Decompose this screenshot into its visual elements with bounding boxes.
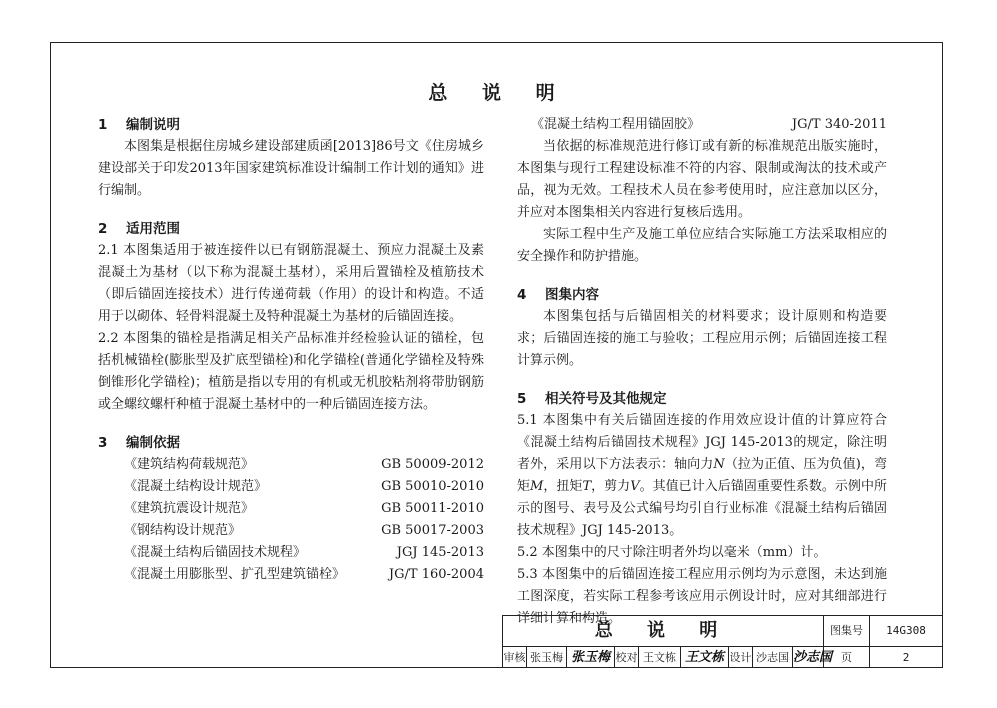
section-5-3-paragraph: 5.3 本图集中的后锚固连接工程应用示例均为示意图，未达到施工图深度，若实际工程参考该应用示例设计时，应对其细部进行详细计算和构造。 (517, 567, 887, 626)
text-run: 5.1 本图集中有关后锚固连接的作用效应设计值的计算应符合《混凝土结构后锚固技术规程》JGJ 145-2013的规定，除注明者外，采用以下方法表示：轴向力 (517, 413, 887, 472)
reference-name: 《建筑结构荷载规范》 (124, 457, 255, 472)
reference-item (517, 114, 887, 136)
reference-item (98, 498, 484, 520)
symbol-shear: V (630, 479, 640, 494)
text-run: 。其值已计入后锚固重要性系数。示例中所示的图号、表号及公式编号均引自行业标准《混凝土结构后锚固技术规程》JGJ 145-2013。 (517, 479, 887, 538)
section-1-heading (98, 114, 484, 136)
text-run: ，剪力 (591, 479, 631, 494)
reference-code: JG/T 160-2004 (388, 567, 484, 582)
check-label: 校对 (615, 647, 639, 668)
title-block-title: 总 说 明 (503, 616, 824, 646)
reference-item (98, 520, 484, 542)
section-3-heading (98, 432, 484, 454)
left-column (98, 114, 484, 586)
reference-item (98, 542, 484, 564)
section-number: 2 (98, 221, 108, 237)
section-2-1-paragraph: 2.1 本图集适用于被连接件以已有钢筋混凝土、预应力混凝土及素混凝土为基材（以下称为混凝土基材），采用后置锚栓及植筋技术（即后锚固连接技术）进行传递荷载（作用）的设计和构造。不适用于以砌体、轻骨料混凝土及特种混凝土为基材的后锚固连接。 (98, 243, 484, 324)
section-5-heading (517, 388, 887, 410)
atlas-number: 14G308 (886, 624, 926, 637)
section-title: 图集内容 (545, 287, 599, 303)
design-label: 设计 (729, 647, 753, 668)
title-block (502, 615, 943, 668)
reference-code: GB 50009-2012 (381, 457, 484, 472)
reference-name: 《建筑抗震设计规范》 (124, 501, 255, 516)
title-block-row (503, 616, 942, 647)
reviewer-name: 张玉梅 (527, 647, 567, 668)
reference-list (98, 454, 484, 586)
text-run: ，扭矩 (543, 479, 583, 494)
section-5-1-paragraph (517, 410, 887, 542)
section-5-2-paragraph: 5.2 本图集中的尺寸除注明者外均以毫米（mm）计。 (517, 545, 827, 560)
section-title: 编制依据 (126, 435, 180, 451)
section-title: 编制说明 (126, 117, 180, 133)
reference-name: 《混凝土结构设计规范》 (124, 479, 268, 494)
checker-name: 王文栋 (639, 647, 681, 668)
section-number: 4 (517, 287, 527, 303)
reference-name: 《混凝土用膨胀型、扩孔型建筑锚栓》 (124, 567, 346, 582)
symbol-moment: M (530, 479, 544, 494)
reference-code: JG/T 340-2011 (791, 117, 887, 132)
section-title: 适用范围 (126, 221, 180, 237)
symbol-torque: T (582, 479, 592, 494)
reference-item (98, 564, 484, 586)
reference-name: 《钢结构设计规范》 (124, 523, 242, 538)
validity-paragraph: 当依据的标准规范进行修订或有新的标准规范出版实施时，本图集与现行工程建设标准不符的内容、限制或淘汰的技术或产品，视为无效。工程技术人员在参考使用时，应注意加以区分，并应对本图集相关内容进行复核后选用。 (517, 139, 887, 220)
section-4-paragraph: 本图集包括与后锚固相关的材料要求；设计原则和构造要求；后锚固连接的施工与验收；工程应用示例；后锚固连接工程计算示例。 (517, 309, 887, 368)
title-block-signature-row (503, 647, 942, 668)
atlas-label: 图集号 (824, 616, 870, 646)
reference-name: 《混凝土结构后锚固技术规程》 (124, 545, 307, 560)
page-label: 页 (824, 647, 870, 668)
page-number: 2 (902, 651, 910, 664)
reference-item (98, 476, 484, 498)
section-title: 相关符号及其他规定 (545, 391, 667, 407)
designer-name: 沙志国 (753, 647, 793, 668)
designer-signature: 沙志国 (793, 647, 824, 668)
reference-name: 《混凝土结构工程用锚固胶》 (531, 117, 701, 132)
right-column (517, 114, 887, 630)
safety-paragraph: 实际工程中生产及施工单位应结合实际施工方法采取相应的安全操作和防护措施。 (517, 227, 887, 264)
section-1-paragraph: 本图集是根据住房城乡建设部建质函[2013]86号文《住房城乡建设部关于印发2013年国家建筑标准设计编制工作计划的通知》进行编制。 (98, 139, 484, 198)
section-number: 1 (98, 117, 108, 133)
reference-code: JGJ 145-2013 (396, 545, 484, 560)
section-number: 5 (517, 391, 527, 407)
section-2-heading (98, 218, 484, 240)
symbol-axial-force: N (713, 457, 725, 472)
reference-code: GB 50017-2003 (381, 523, 484, 538)
section-4-heading (517, 284, 887, 306)
checker-signature: 王文栋 (681, 647, 729, 668)
text-run: （拉为正值、压为负值)，弯矩 (517, 457, 887, 494)
reference-code: GB 50010-2010 (381, 479, 484, 494)
section-number: 3 (98, 435, 108, 451)
reference-code: GB 50011-2010 (381, 501, 484, 516)
reviewer-signature: 张玉梅 (567, 647, 615, 668)
reference-item (98, 454, 484, 476)
review-label: 审核 (503, 647, 527, 668)
page-title: 总 说 明 (428, 82, 569, 104)
section-2-2-paragraph: 2.2 本图集的锚栓是指满足相关产品标准并经检验认证的锚栓，包括机械锚栓(膨胀型及扩底型锚栓)和化学锚栓(普通化学锚栓及特殊倒锥形化学锚栓)；植筋是指以专用的有机或无机胶粘剂将带肋钢筋或全螺纹螺杆种植于混凝土基材中的一种后锚固连接方法。 (98, 331, 484, 412)
